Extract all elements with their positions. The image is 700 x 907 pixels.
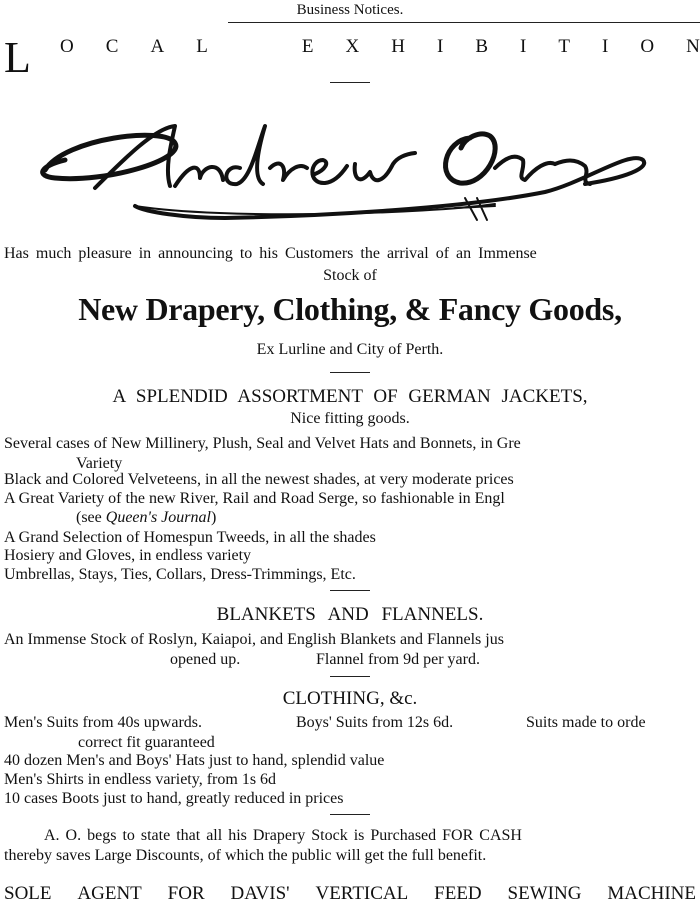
sole-agent-word: MACHINE: [607, 883, 696, 904]
list-item: 10 cases Boots just to hand, greatly reduced in prices: [4, 790, 344, 807]
list-item: Men's Shirts in endless variety, from 1s 6d: [4, 771, 277, 788]
list-item: Several cases of New Millinery, Plush, Seal and Velvet Hats and Bonnets, in Gre: [4, 435, 521, 452]
list-item-continuation: [76, 508, 216, 528]
announcement-line-2: Stock of: [323, 267, 377, 284]
subheadline: Ex Lurline and City of Perth.: [256, 341, 444, 358]
title-letter: H: [391, 36, 405, 57]
announcement-text: Has much pleasure in announcing to his Customers the arrival of an Immense: [4, 245, 537, 262]
divider-rule: [330, 814, 370, 815]
sole-agent-word: DAVIS': [230, 883, 290, 904]
title-letter: B: [475, 36, 488, 57]
title-initial: L: [4, 33, 31, 82]
title-letter: T: [558, 36, 570, 57]
title-letter: A: [150, 36, 165, 57]
sole-agent-word: SEWING: [507, 883, 582, 904]
blankets-line-1: An Immense Stock of Roslyn, Kaiapoi, and English Blankets and Flannels jus: [4, 631, 504, 648]
serge-pre: (see: [76, 509, 106, 526]
title-letter: L: [196, 36, 208, 57]
title-letter: I: [436, 36, 444, 57]
sole-agent-line: [4, 883, 696, 905]
blankets-line-2b: Flannel from 9d per yard.: [316, 651, 480, 668]
title-letter: I: [520, 36, 527, 57]
cash-notice-line-1: A. O. begs to state that all his Drapery Stock is Purchased FOR CASH: [44, 827, 522, 844]
sole-agent-word: SOLE: [4, 883, 52, 904]
list-item: Umbrellas, Stays, Ties, Collars, Dress-Trimmings, Etc.: [4, 566, 356, 583]
sole-agent-word: FOR: [167, 883, 205, 904]
clothing-suits-continuation: correct fit guaranteed: [78, 734, 215, 751]
jackets-sub: Nice fitting goods.: [290, 410, 410, 427]
divider-rule: [330, 372, 370, 373]
blankets-line-2a: opened up.: [170, 651, 241, 668]
blankets-heading: BLANKETS AND FLANNELS.: [216, 604, 484, 625]
title-word-gap: [240, 36, 270, 58]
serge-post: ): [210, 509, 217, 526]
clothing-suits-c: Suits made to orde: [526, 714, 646, 731]
title-letters: [60, 36, 700, 58]
divider-rule: [330, 590, 370, 591]
cash-notice-line-2: thereby saves Large Discounts, of which the public will get the full benefit.: [4, 847, 487, 864]
list-item: A Great Variety of the new River, Rail and Road Serge, so fashionable in Engl: [4, 490, 505, 507]
serge-italic: Queen's Journal: [105, 509, 211, 526]
title-letter: O: [60, 36, 74, 57]
divider-rule: [330, 82, 370, 83]
sole-agent-word: AGENT: [77, 883, 142, 904]
jackets-heading: A SPLENDID ASSORTMENT OF GERMAN JACKETS,: [112, 386, 588, 407]
title-letter: O: [640, 36, 655, 57]
clothing-heading: CLOTHING, &c.: [282, 688, 418, 709]
title-letter: C: [105, 36, 119, 57]
sole-agent-word: FEED: [434, 883, 482, 904]
sole-agent-word: VERTICAL: [315, 883, 409, 904]
signature-logo: [25, 108, 665, 238]
list-item: 40 dozen Men's and Boys' Hats just to hand, splendid value: [4, 752, 385, 769]
list-item: Black and Colored Velveteens, in all the newest shades, at very moderate prices: [4, 471, 514, 488]
title-letter: I: [601, 36, 609, 57]
list-item-continuation: Variety: [76, 455, 123, 472]
title-letter: N: [686, 36, 700, 57]
announcement-line-1: [4, 244, 700, 264]
header-rule: [228, 22, 700, 23]
list-item: Hosiery and Gloves, in endless variety: [4, 547, 252, 564]
clothing-suits-a: Men's Suits from 40s upwards.: [4, 714, 202, 731]
divider-rule: [330, 676, 370, 677]
list-item: A Grand Selection of Homespun Tweeds, in all the shades: [4, 529, 376, 546]
clothing-suits-b: Boys' Suits from 12s 6d.: [296, 714, 454, 731]
section-header: Business Notices.: [296, 2, 404, 18]
title-letter: X: [345, 36, 360, 57]
headline: New Drapery, Clothing, & Fancy Goods,: [78, 291, 622, 327]
title-letter: E: [301, 36, 314, 57]
